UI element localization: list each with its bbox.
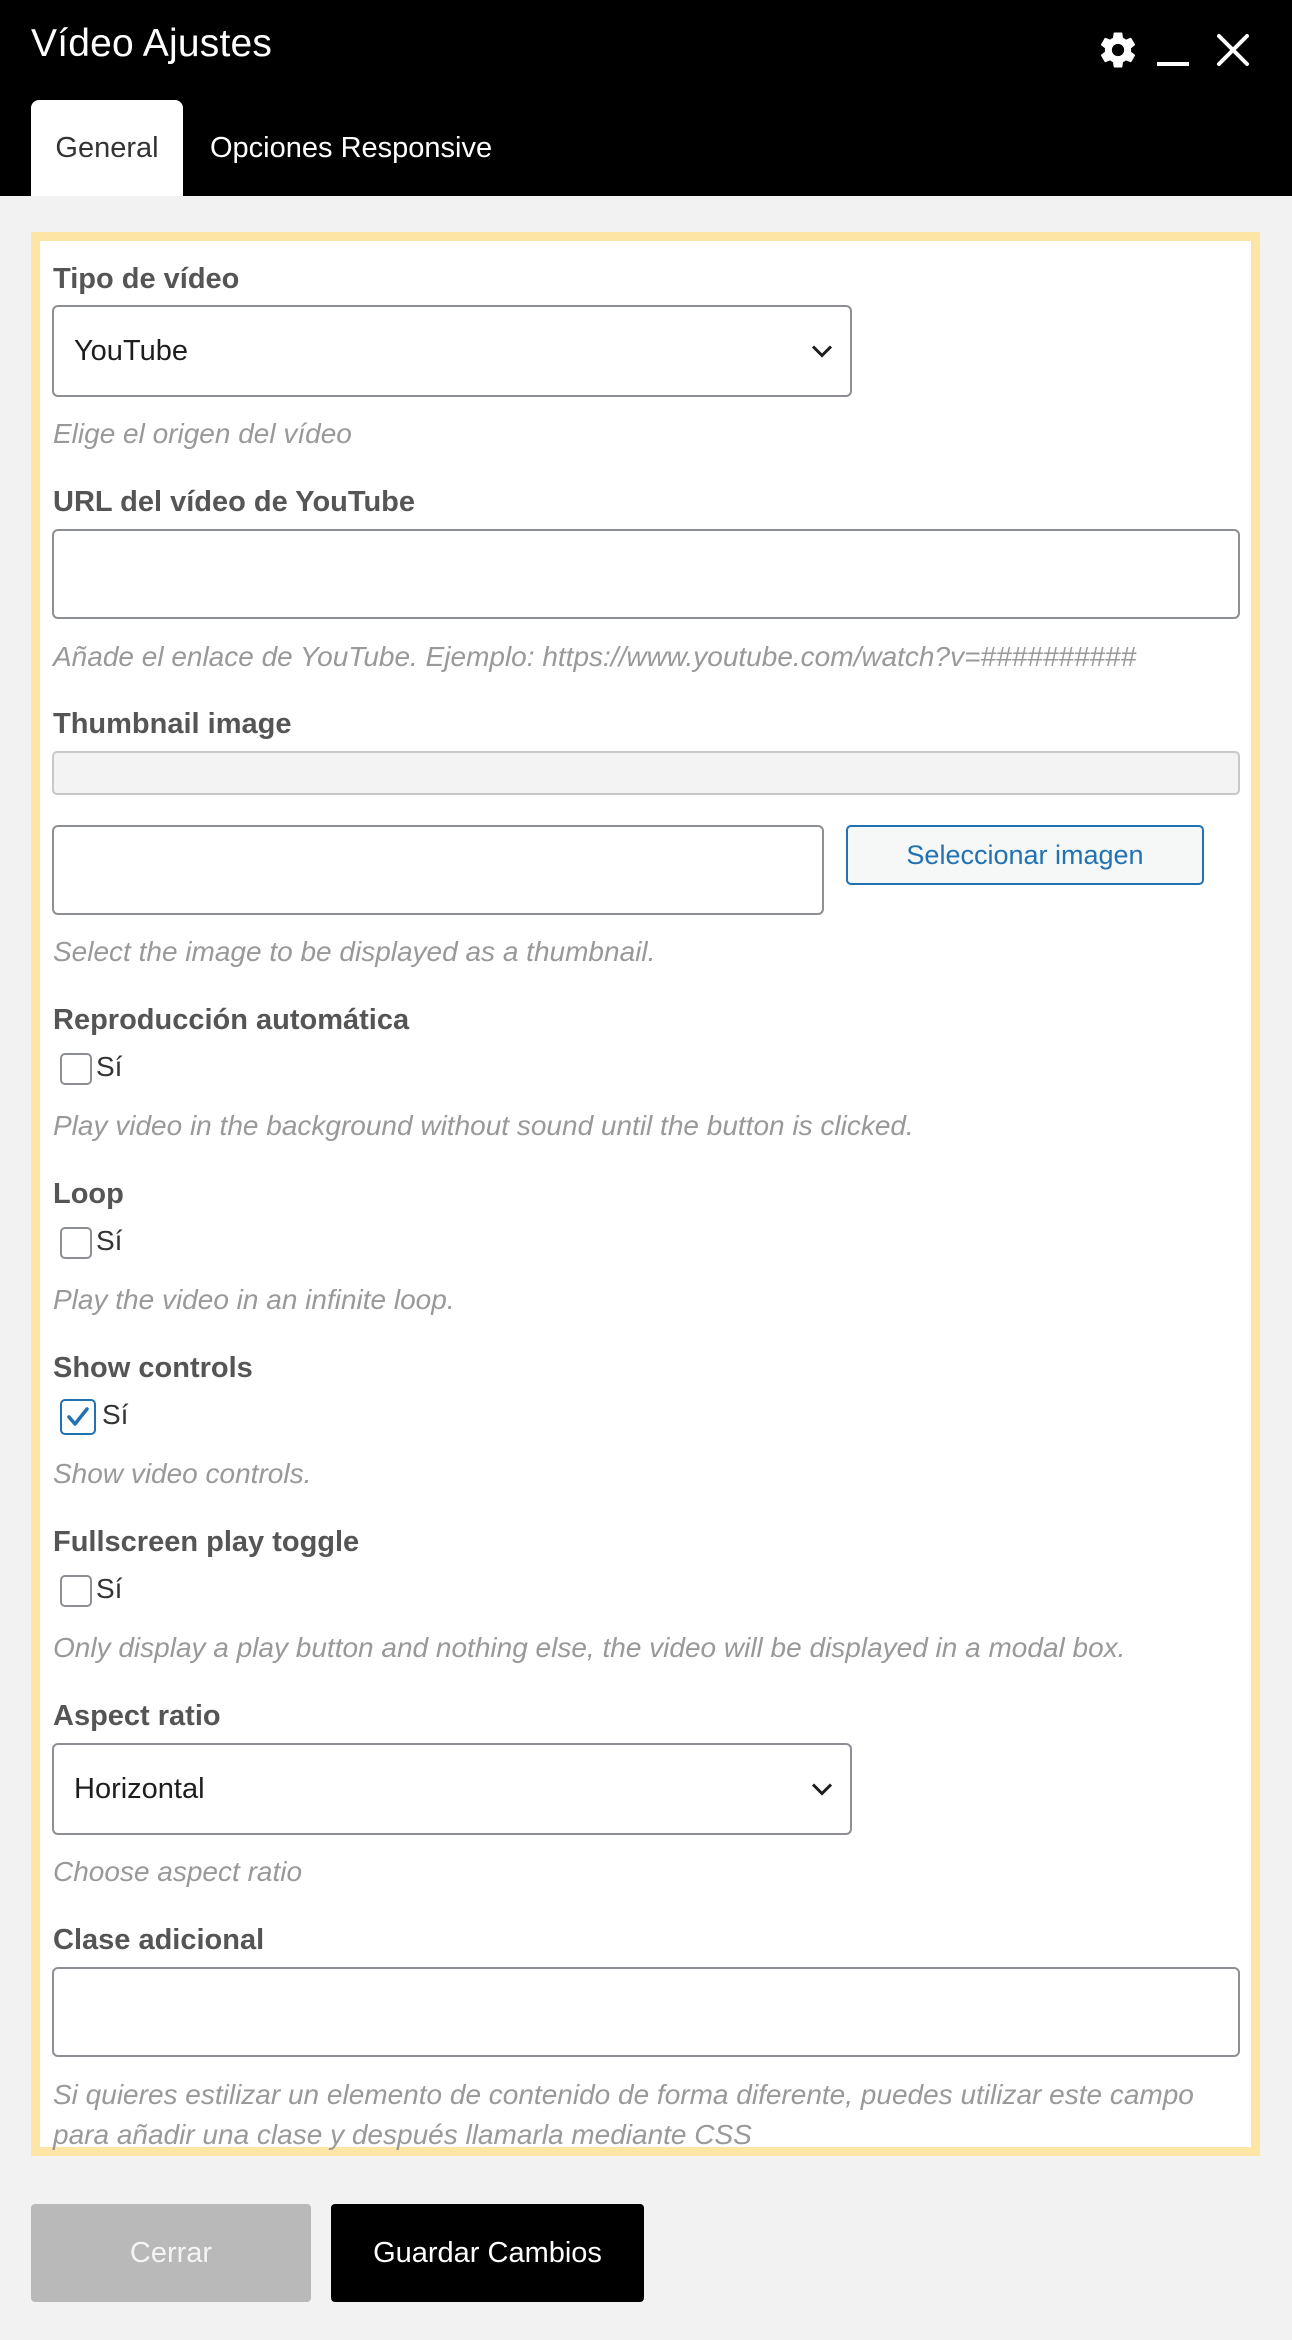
video-type-help: Elige el origen del vídeo <box>53 418 352 449</box>
settings-panel <box>31 232 1260 2156</box>
minimize-icon[interactable] <box>1153 28 1193 72</box>
aspect-ratio-value: Horizontal <box>74 1772 205 1805</box>
modal-title: Vídeo Ajustes <box>31 22 273 65</box>
fullscreen-toggle-help: Only display a play button and nothing else, the video will be displayed in a modal box. <box>53 1632 1126 1663</box>
thumbnail-upload-progress <box>52 751 1240 795</box>
show-controls-label: Show controls <box>53 1352 253 1384</box>
close-icon[interactable] <box>1213 28 1253 72</box>
show-controls-option-label: Sí <box>102 1399 129 1430</box>
select-image-button[interactable]: Seleccionar imagen <box>846 825 1204 885</box>
loop-label: Loop <box>53 1178 124 1210</box>
save-button[interactable]: Guardar Cambios <box>331 2204 644 2302</box>
modal-header <box>0 0 1292 196</box>
extra-class-input[interactable] <box>52 1967 1240 2057</box>
thumbnail-label: Thumbnail image <box>53 708 292 740</box>
video-type-select[interactable] <box>52 305 852 397</box>
loop-option-label: Sí <box>96 1225 123 1256</box>
loop-checkbox[interactable] <box>60 1227 92 1259</box>
autoplay-help: Play video in the background without sound until the button is clicked. <box>53 1110 914 1141</box>
fullscreen-toggle-label: Fullscreen play toggle <box>53 1526 360 1558</box>
show-controls-checkbox[interactable] <box>60 1399 96 1435</box>
checkmark-icon <box>65 1404 91 1430</box>
aspect-ratio-label: Aspect ratio <box>53 1700 221 1732</box>
fullscreen-toggle-checkbox[interactable] <box>60 1575 92 1607</box>
extra-class-help: Si quieres estilizar un elemento de contenido de forma diferente, puedes utilizar este campo para añadir una clase y después llamarla mediante CSS <box>53 2079 1194 2150</box>
extra-class-label: Clase adicional <box>53 1924 265 1956</box>
thumbnail-url-input[interactable] <box>52 825 824 915</box>
video-type-value: YouTube <box>74 334 188 367</box>
chevron-down-icon <box>810 335 834 368</box>
chevron-down-icon <box>810 1773 834 1806</box>
aspect-ratio-select[interactable] <box>52 1743 852 1835</box>
tab-general[interactable]: General <box>31 100 183 196</box>
gear-icon[interactable] <box>1096 28 1140 72</box>
autoplay-option-label: Sí <box>96 1051 123 1082</box>
aspect-ratio-help: Choose aspect ratio <box>53 1856 303 1887</box>
video-type-label: Tipo de vídeo <box>53 263 240 295</box>
youtube-url-input[interactable] <box>52 529 1240 619</box>
close-button[interactable]: Cerrar <box>31 2204 311 2302</box>
show-controls-help: Show video controls. <box>53 1458 312 1489</box>
fullscreen-toggle-option-label: Sí <box>96 1573 123 1604</box>
autoplay-label: Reproducción automática <box>53 1004 410 1036</box>
loop-help: Play the video in an infinite loop. <box>53 1284 455 1315</box>
tab-opciones-responsive[interactable]: Opciones Responsive <box>210 131 493 164</box>
youtube-url-help: Añade el enlace de YouTube. Ejemplo: https://www.youtube.com/watch?v=########## <box>53 641 1137 672</box>
thumbnail-help: Select the image to be displayed as a thumbnail. <box>53 936 656 967</box>
youtube-url-label: URL del vídeo de YouTube <box>53 486 416 518</box>
autoplay-checkbox[interactable] <box>60 1053 92 1085</box>
